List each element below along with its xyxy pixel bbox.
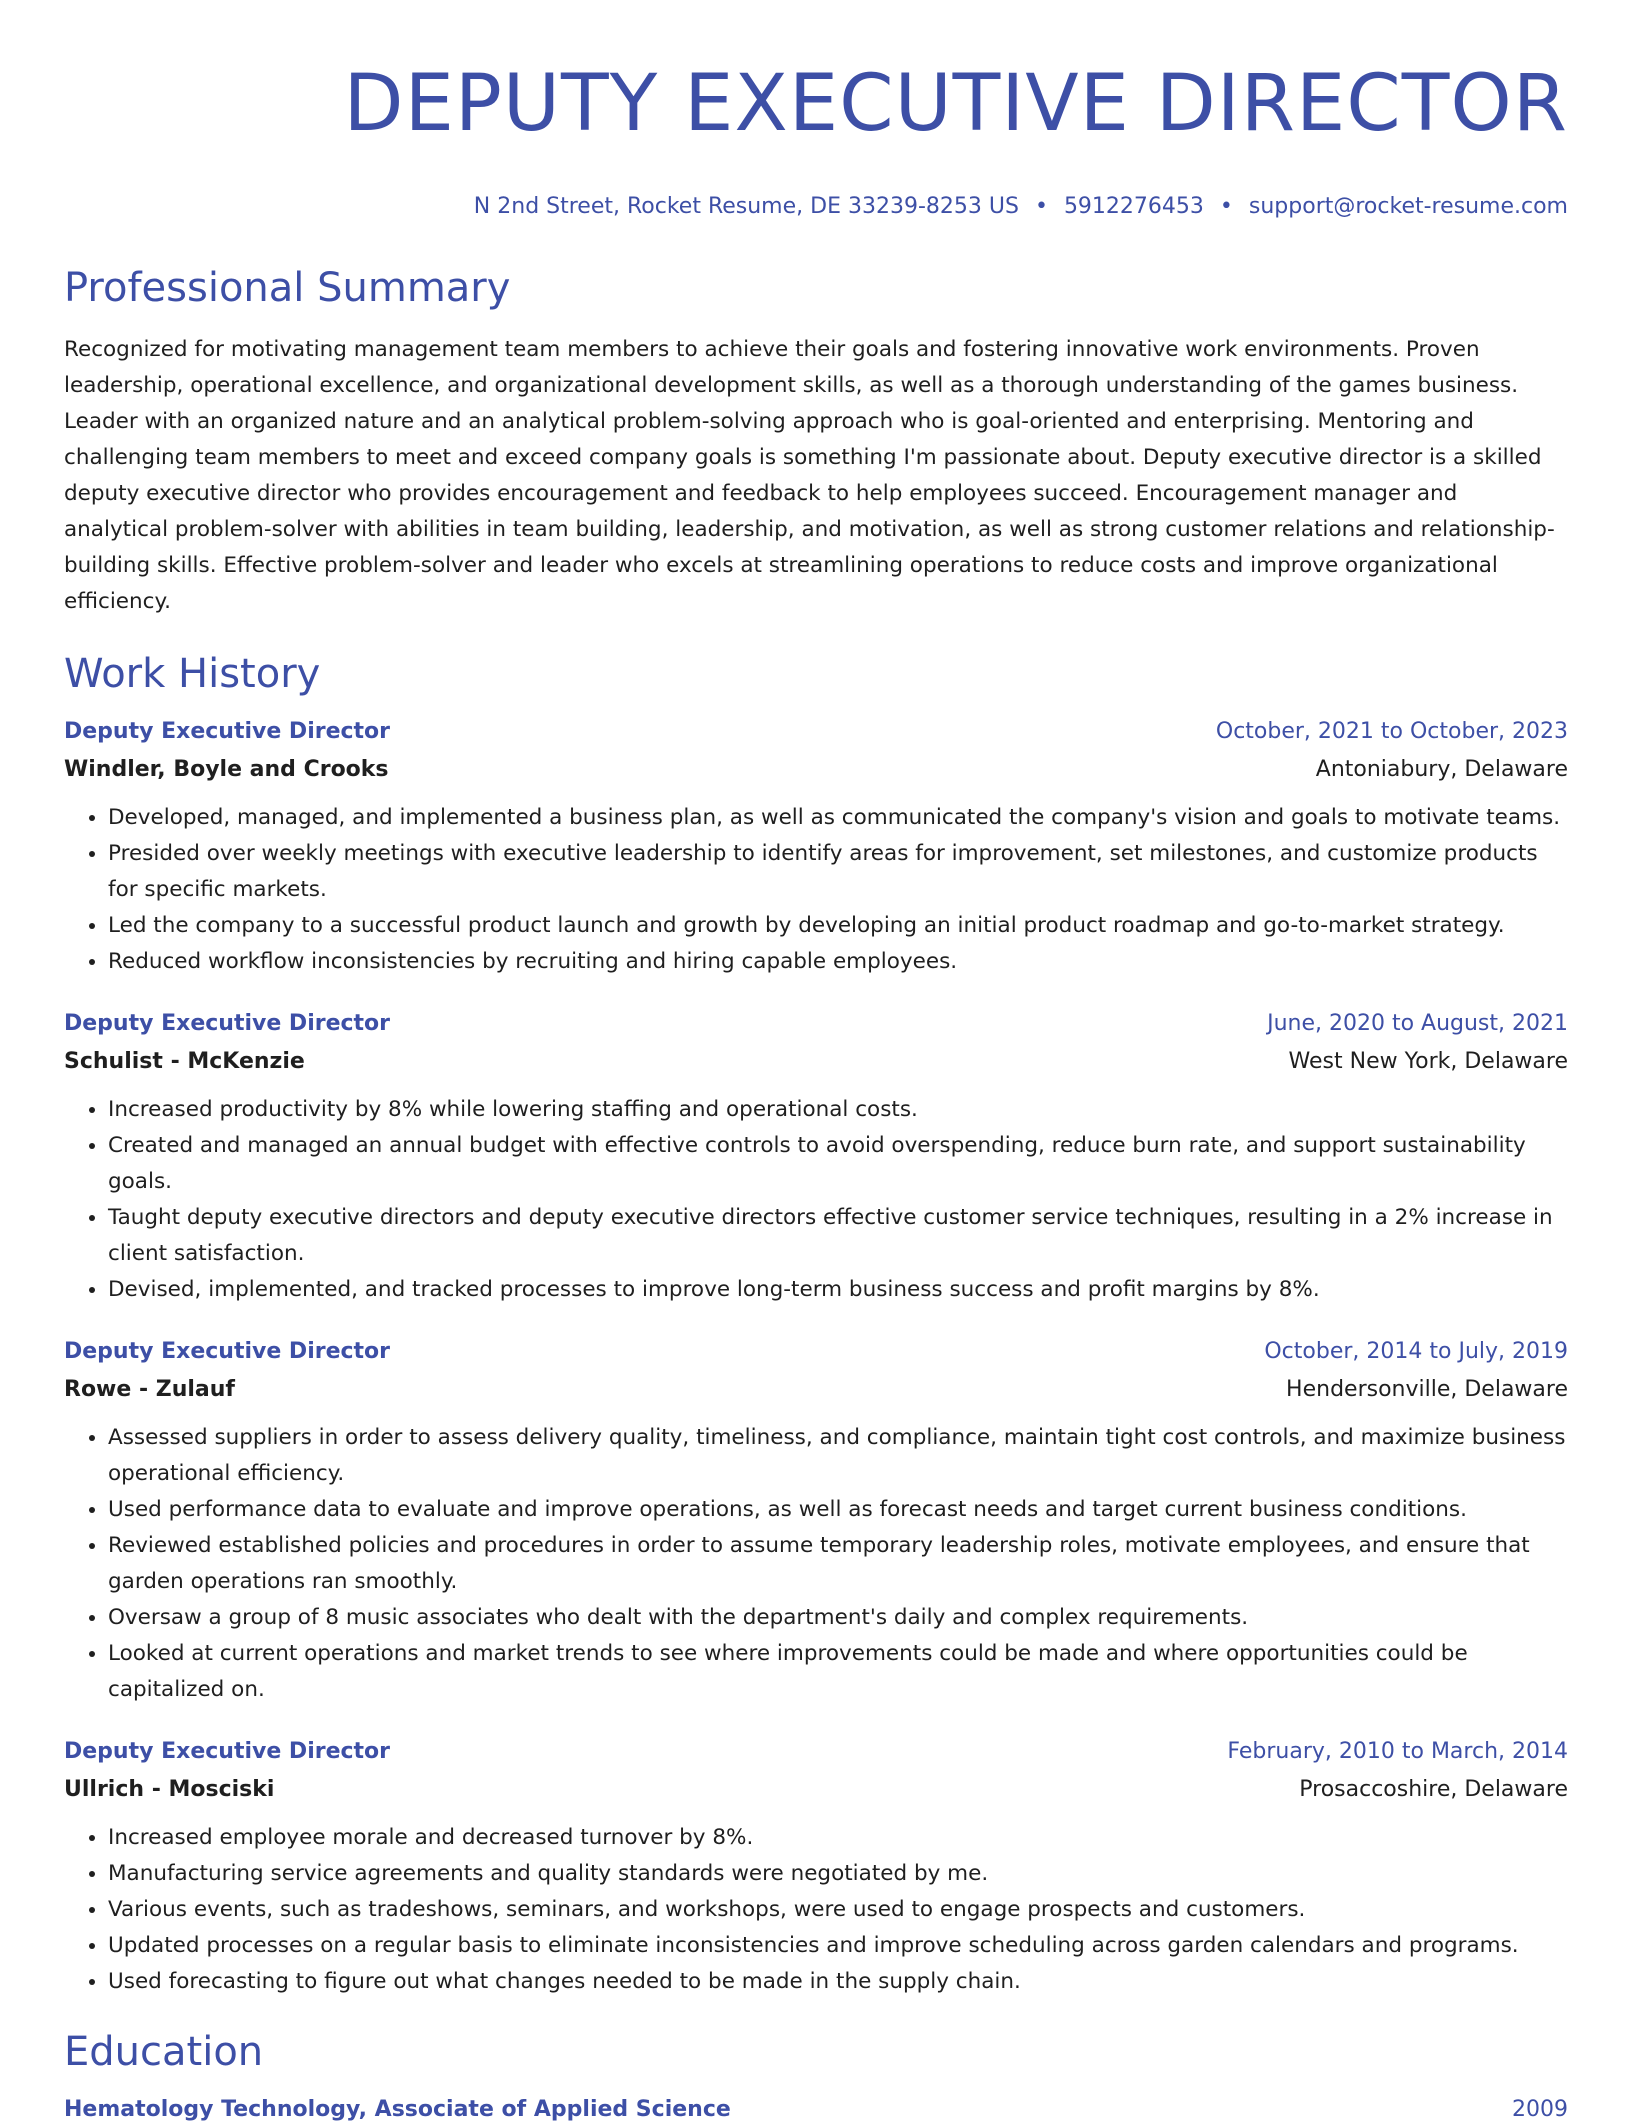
job-company: Windler, Boyle and Crooks — [64, 757, 389, 782]
phone: 5912276453 — [1063, 194, 1204, 219]
job-location: Hendersonville, Delaware — [1286, 1377, 1568, 1402]
job-bullet: • Updated processes on a regular basis to eliminate inconsistencies and improve scheduling across garden calendars and programs. — [108, 1928, 1568, 1964]
job-bullet: • Created and managed an annual budget with effective controls to avoid overspending, reduce burn rate, and support sustainability goals. — [108, 1128, 1568, 1200]
job-company: Ullrich - Mosciski — [64, 1777, 275, 1802]
education-heading: Education — [64, 2029, 264, 2075]
job-bullet: • Presided over weekly meetings with executive leadership to identify areas for improvement, set milestones, and customize products for specific markets. — [108, 836, 1568, 908]
job-bullet: • Taught deputy executive directors and deputy executive directors effective customer service techniques, resulting in a 2% increase in client satisfaction. — [108, 1200, 1568, 1272]
job-bullet: • Oversaw a group of 8 music associates who dealt with the department's daily and complex requirements. — [108, 1600, 1568, 1636]
job-bullet: • Reviewed established policies and procedures in order to assume temporary leadership roles, motivate employees, and ensure that garden operations ran smoothly. — [108, 1528, 1568, 1600]
job-dates: October, 2021 to October, 2023 — [1215, 719, 1568, 744]
job-dates: February, 2010 to March, 2014 — [1227, 1739, 1568, 1764]
education-degree: Hematology Technology, Associate of Applied Science — [64, 2097, 731, 2122]
job-location: Prosaccoshire, Delaware — [1299, 1777, 1568, 1802]
resume-name: DEPUTY EXECUTIVE DIRECTOR — [343, 59, 1568, 149]
job-bullet: • Led the company to a successful product launch and growth by developing an initial product roadmap and go-to-market strategy. — [108, 908, 1568, 944]
job-bullet: • Reduced workflow inconsistencies by recruiting and hiring capable employees. — [108, 944, 1568, 980]
job-bullets — [64, 1092, 1568, 1308]
job-bullets — [64, 800, 1568, 980]
job-entry — [64, 714, 1568, 980]
summary-text: Recognized for motivating management team members to achieve their goals and fostering innovative work environments. Proven leadership, operational excellence, and organizational development skills, as well as a thorough understanding of the games business. Leader with an organized nature and an analytical problem-solving approach who is goal-oriented and enterprising. Mentoring and challenging team members to meet and exceed company goals is something I'm passionate about. Deputy executive director is a skilled deputy executive director who provides encouragement and feedback to help employees succeed. Encouragement manager and analytical problem-solver with abilities in team building, leadership, and motivation, as well as strong customer relations and relationship-building skills. Effective problem-solver and leader who excels at streamlining operations to reduce costs and improve organizational efficiency. — [64, 337, 1555, 614]
job-bullet: • Assessed suppliers in order to assess delivery quality, timeliness, and compliance, maintain tight cost controls, and maximize business operational efficiency. — [108, 1420, 1568, 1492]
job-bullet: • Developed, managed, and implemented a business plan, as well as communicated the company's vision and goals to motivate teams. — [108, 800, 1568, 836]
job-bullet: • Devised, implemented, and tracked processes to improve long-term business success and profit margins by 8%. — [108, 1272, 1568, 1308]
job-entry — [64, 1006, 1568, 1308]
job-bullets — [64, 1820, 1568, 2000]
job-company: Schulist - McKenzie — [64, 1049, 305, 1074]
job-bullet: • Various events, such as tradeshows, seminars, and workshops, were used to engage prospects and customers. — [108, 1892, 1568, 1928]
job-dates: October, 2014 to July, 2019 — [1264, 1339, 1568, 1364]
job-bullet: • Manufacturing service agreements and quality standards were negotiated by me. — [108, 1856, 1568, 1892]
job-title: Deputy Executive Director — [64, 1739, 391, 1764]
job-entry — [64, 1734, 1568, 2000]
job-bullet: • Increased employee morale and decreased turnover by 8%. — [108, 1820, 1568, 1856]
job-location: West New York, Delaware — [1288, 1049, 1568, 1074]
email: support@rocket-resume.com — [1248, 194, 1568, 219]
contact-separator: • — [1219, 194, 1233, 219]
address: N 2nd Street, Rocket Resume, DE 33239-8253 US — [473, 194, 1019, 219]
job-bullets — [64, 1420, 1568, 1708]
job-bullet: • Looked at current operations and market trends to see where improvements could be made and where opportunities could be capitalized on. — [108, 1636, 1568, 1708]
job-company: Rowe - Zulauf — [64, 1377, 235, 1402]
job-title: Deputy Executive Director — [64, 719, 391, 744]
job-bullet: • Used forecasting to figure out what changes needed to be made in the supply chain. — [108, 1964, 1568, 2000]
work-history-heading: Work History — [64, 651, 321, 697]
education-entry — [64, 2092, 1568, 2128]
job-location: Antoniabury, Delaware — [1315, 757, 1568, 782]
job-entry — [64, 1334, 1568, 1708]
job-bullet: • Used performance data to evaluate and improve operations, as well as forecast needs and target current business conditions. — [108, 1492, 1568, 1528]
job-title: Deputy Executive Director — [64, 1339, 391, 1364]
contact-separator: • — [1034, 194, 1048, 219]
job-dates: June, 2020 to August, 2021 — [1267, 1011, 1568, 1036]
contact-line — [64, 192, 1568, 222]
education-year: 2009 — [1512, 2097, 1568, 2122]
job-bullet: • Increased productivity by 8% while lowering staffing and operational costs. — [108, 1092, 1568, 1128]
summary-heading: Professional Summary — [64, 265, 511, 311]
job-title: Deputy Executive Director — [64, 1011, 391, 1036]
